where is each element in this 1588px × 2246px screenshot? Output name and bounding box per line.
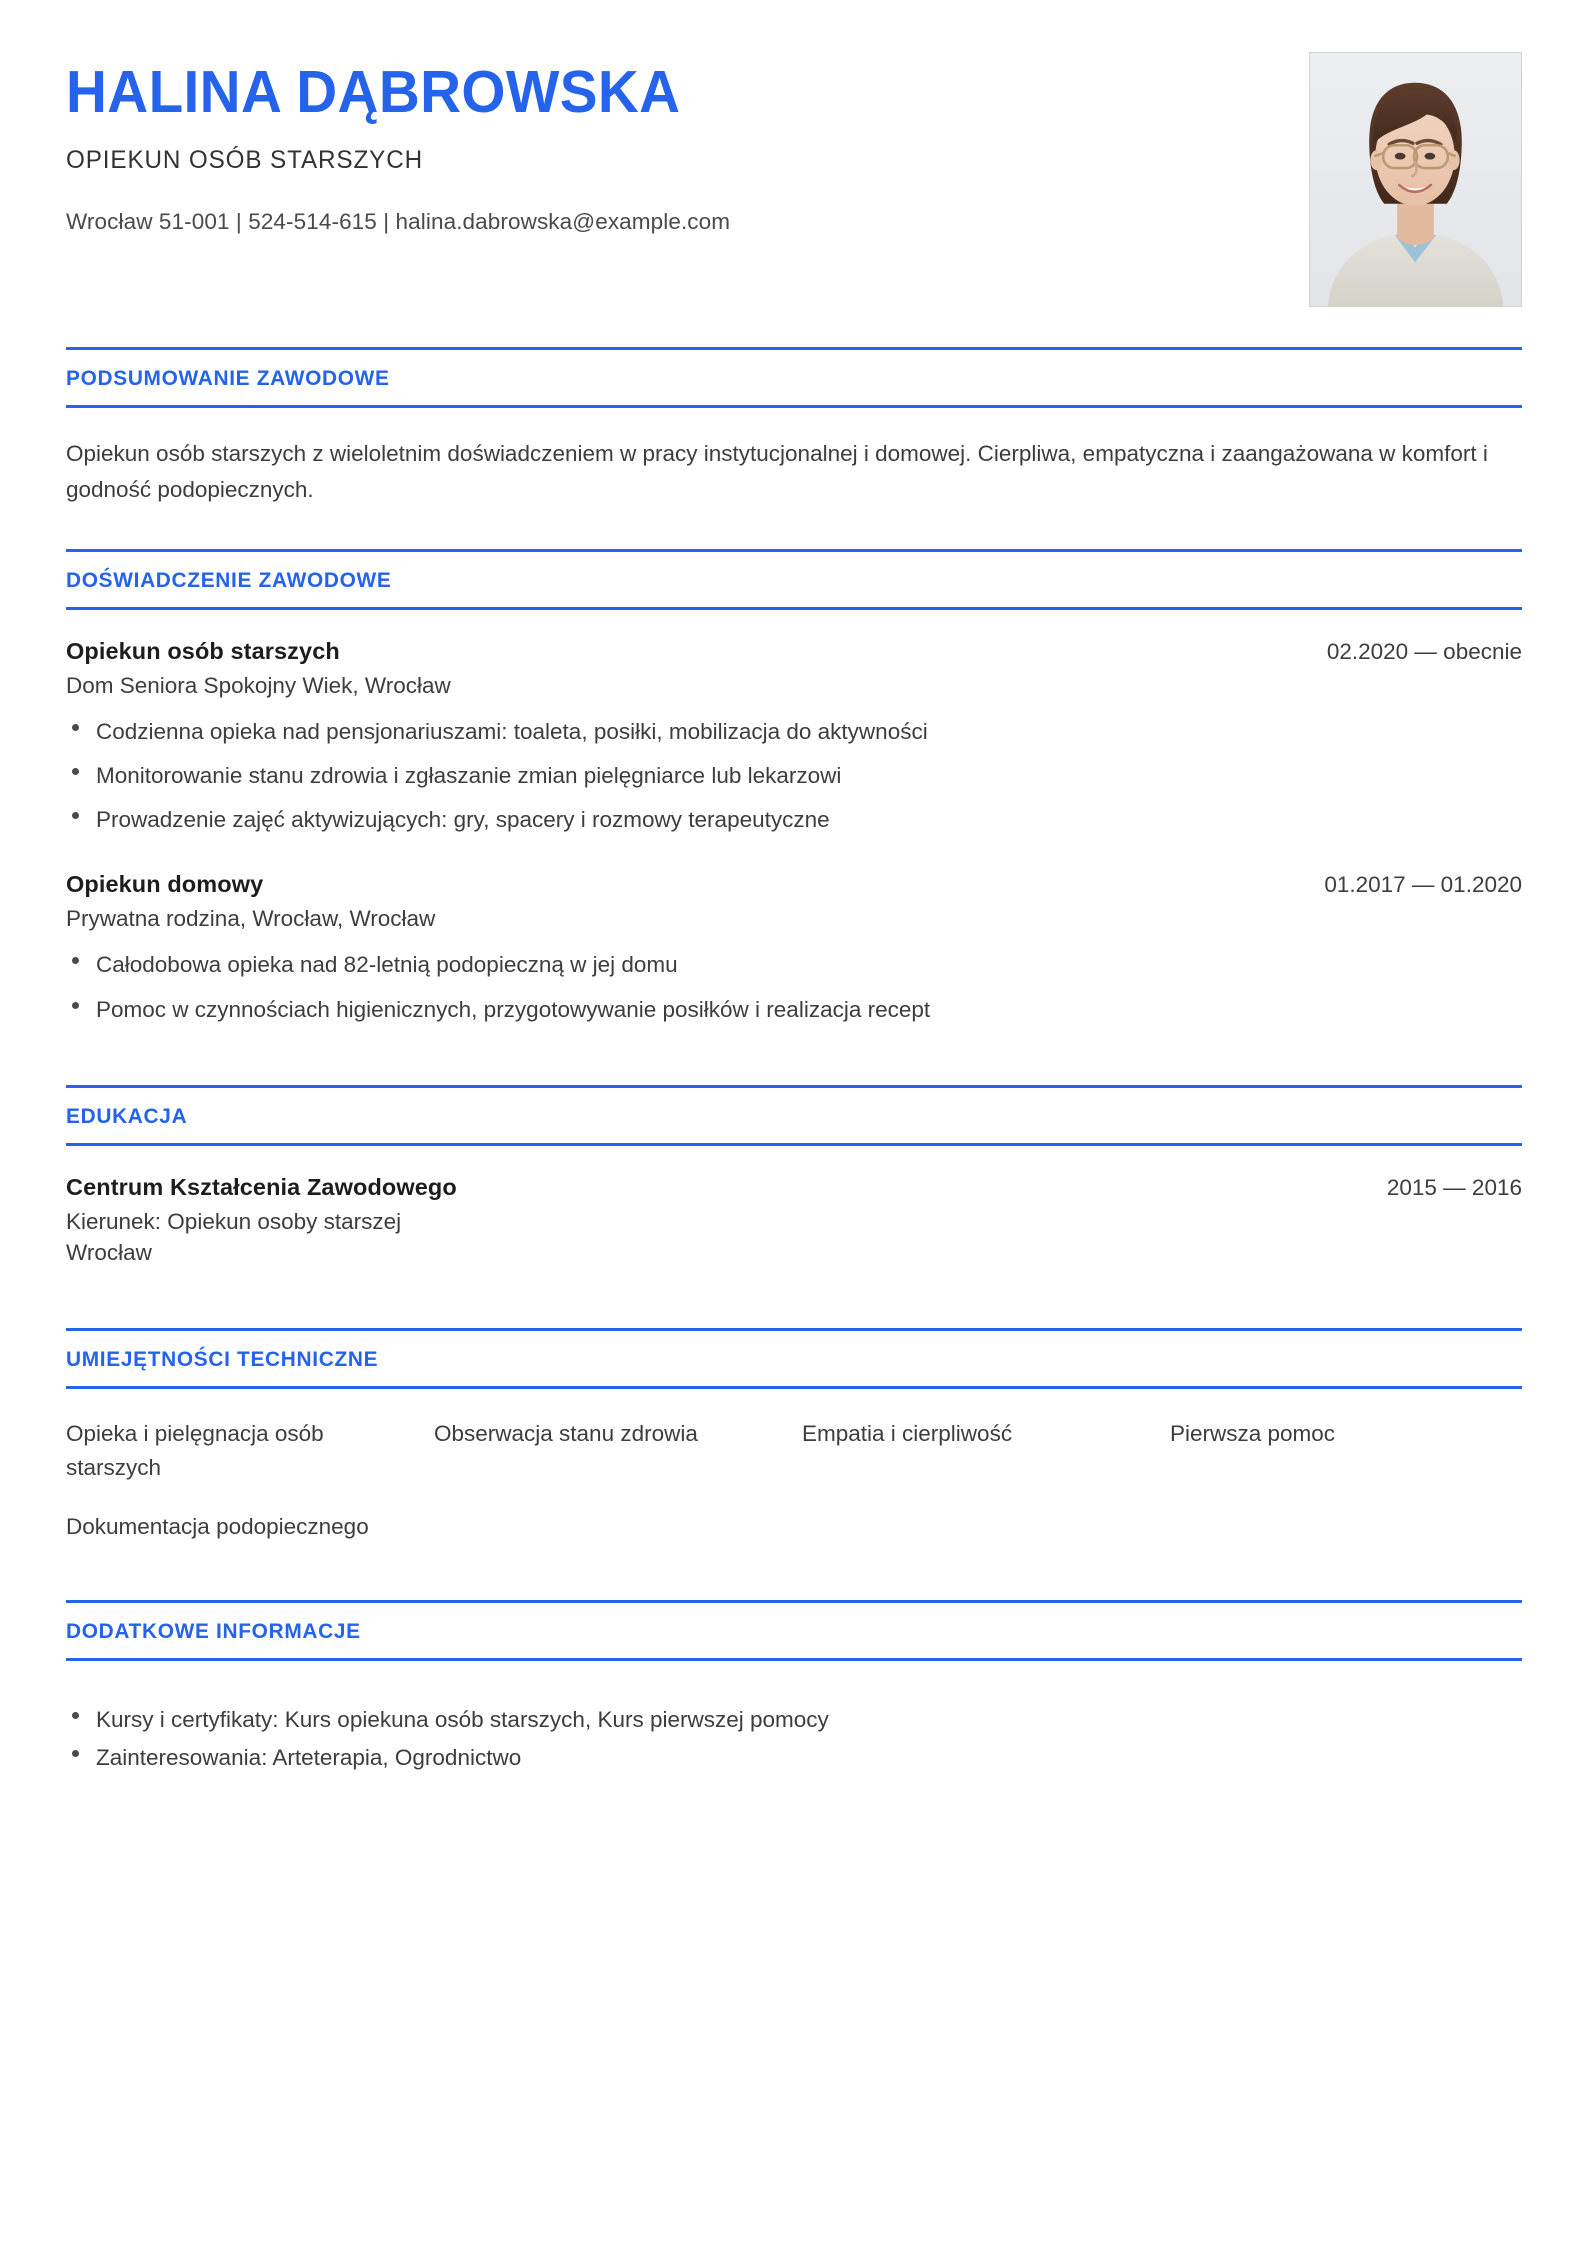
list-item: Całodobowa opieka nad 82-letnią podopieczną w jej domu bbox=[66, 948, 1522, 982]
education-school: Centrum Kształcenia Zawodowego bbox=[66, 1173, 457, 1200]
summary-body bbox=[66, 408, 1522, 509]
avatar bbox=[1309, 52, 1522, 307]
skill-item: Opieka i pielęgnacja osób starszych bbox=[66, 1420, 324, 1480]
entry-header bbox=[66, 1174, 1522, 1201]
page-title: HALINA DĄBROWSKA bbox=[66, 59, 681, 125]
education-body bbox=[66, 1146, 1522, 1266]
section-skills bbox=[66, 1328, 1522, 1544]
skill-item: Pierwsza pomoc bbox=[1170, 1420, 1336, 1446]
contact-line: Wrocław 51-001 | 524-514-615 | halina.dabrowska@example.com bbox=[66, 208, 731, 234]
education-city: Wrocław bbox=[66, 1239, 152, 1265]
skill-item: Obserwacja stanu zdrowia bbox=[434, 1420, 698, 1446]
skills-grid bbox=[66, 1417, 1522, 1544]
portrait-photo-icon bbox=[1310, 53, 1521, 306]
section-experience bbox=[66, 549, 1522, 1027]
list-item: Zainteresowania: Arteterapia, Ogrodnictwo bbox=[66, 1741, 1522, 1775]
list-item: Prowadzenie zajęć aktywizujących: gry, spacery i rozmowy terapeutyczne bbox=[66, 803, 1522, 837]
entry-header bbox=[66, 638, 1522, 665]
entry-role: Opiekun osób starszych bbox=[66, 637, 340, 664]
education-entry bbox=[66, 1174, 1522, 1266]
skill-item: Empatia i cierpliwość bbox=[802, 1420, 1013, 1446]
resume-header bbox=[66, 52, 1522, 307]
education-field: Kierunek: Opiekun osoby starszej bbox=[66, 1208, 402, 1234]
entry-organization: Dom Seniora Spokojny Wiek, Wrocław bbox=[66, 672, 451, 698]
section-additional bbox=[66, 1600, 1522, 1775]
entry-bullet-list bbox=[66, 948, 1522, 1026]
header-text-block bbox=[66, 52, 1279, 235]
entry-dates: 2015 — 2016 bbox=[1386, 1174, 1522, 1200]
skill-item: Dokumentacja podopiecznego bbox=[66, 1514, 369, 1540]
section-title-additional: DODATKOWE INFORMACJE bbox=[66, 1619, 361, 1644]
list-item: Kursy i certyfikaty: Kurs opiekuna osób starszych, Kurs pierwszej pomocy bbox=[66, 1703, 1522, 1737]
entry-dates: 01.2017 — 01.2020 bbox=[1324, 872, 1522, 898]
summary-text: Opiekun osób starszych z wieloletnim doświadczeniem w pracy instytucjonalnej i domowej. Cierpliwa, empatyczna i zaangażowana w komfort i godność podopiecznych. bbox=[66, 441, 1488, 503]
section-education bbox=[66, 1085, 1522, 1266]
section-title-skills: UMIEJĘTNOŚCI TECHNICZNE bbox=[66, 1346, 379, 1371]
experience-entry bbox=[66, 638, 1522, 838]
section-summary bbox=[66, 347, 1522, 509]
experience-entry bbox=[66, 871, 1522, 1026]
entry-header bbox=[66, 871, 1522, 898]
experience-body bbox=[66, 610, 1522, 1027]
section-title-summary: PODSUMOWANIE ZAWODOWE bbox=[66, 366, 390, 390]
skills-body bbox=[66, 1389, 1522, 1544]
section-title-education: EDUKACJA bbox=[66, 1103, 188, 1128]
entry-organization: Prywatna rodzina, Wrocław, Wrocław bbox=[66, 906, 436, 932]
list-item: Codzienna opieka nad pensjonariuszami: toaleta, posiłki, mobilizacja do aktywności bbox=[66, 715, 1522, 749]
entry-role: Opiekun domowy bbox=[66, 871, 264, 898]
list-item: Monitorowanie stanu zdrowia i zgłaszanie zmian pielęgniarce lub lekarzowi bbox=[66, 759, 1522, 793]
job-title: OPIEKUN OSÓB STARSZYCH bbox=[66, 145, 423, 174]
additional-bullet-list bbox=[66, 1703, 1522, 1775]
entry-dates: 02.2020 — obecnie bbox=[1326, 638, 1522, 664]
additional-body bbox=[66, 1661, 1522, 1775]
list-item: Pomoc w czynnościach higienicznych, przygotowywanie posiłków i realizacja recept bbox=[66, 993, 1522, 1027]
section-title-experience: DOŚWIADCZENIE ZAWODOWE bbox=[66, 567, 392, 592]
entry-bullet-list bbox=[66, 715, 1522, 838]
